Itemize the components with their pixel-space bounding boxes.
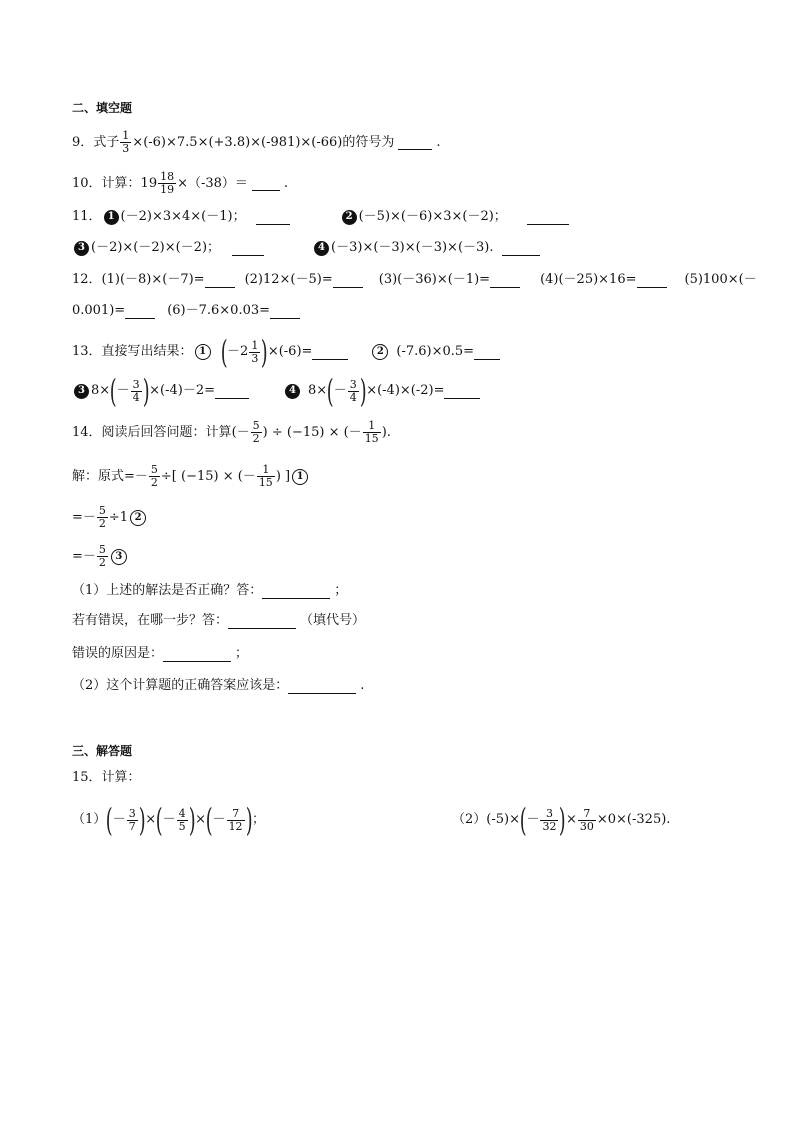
fraction: $\frac{18}{19}$	[160, 170, 175, 196]
answer-blank[interactable]	[215, 384, 249, 399]
circled-number: 2	[130, 510, 146, 526]
answer-blank[interactable]	[637, 273, 667, 288]
question-15: 15． 计算：	[72, 770, 141, 785]
circled-number: 3	[74, 241, 89, 256]
left-paren: (	[220, 333, 228, 371]
answer-blank[interactable]	[228, 614, 296, 629]
fraction: $\frac{3}{4}$	[132, 377, 140, 404]
answer-blank[interactable]	[398, 135, 432, 150]
fraction: $\frac{1}{3}$	[122, 129, 130, 155]
answer-blank[interactable]	[333, 273, 363, 288]
solution-step-3: =－ $\frac{5}{2}$ 3	[72, 544, 129, 569]
circled-number: 1	[104, 210, 119, 225]
fraction: $\frac{5}{2}$	[98, 543, 106, 569]
question-11-row-2: 3 (－2)×(－2)×(－2)； 4 (－3)×(－3)×(－3)×(－3).	[72, 238, 544, 258]
fraction: $\frac{7}{30}$	[579, 806, 594, 833]
answer-blank[interactable]	[474, 345, 500, 360]
left-paren: (	[327, 372, 334, 410]
answer-blank[interactable]	[205, 273, 235, 288]
question-15-part-2: （2）(-5)× ( － $\frac{3}{32}$ ) × $\frac{7}{30}$ ×0×(-325) .	[452, 801, 671, 839]
question-12-row-2: 0.001)= (6)－7.6×0.03=	[72, 301, 304, 321]
answer-blank[interactable]	[262, 584, 330, 599]
section-3-heading: 三、解答题	[72, 744, 133, 758]
sub-question-reason: 错误的原因是： ；	[72, 646, 249, 661]
circled-number: 2	[342, 210, 357, 225]
fraction: $\frac{3}{32}$	[542, 806, 557, 833]
answer-blank[interactable]	[444, 384, 480, 399]
question-9: 9． 式子 $\frac{1}{3}$ ×(-6)×7.5×(+3.8)×(-981)×(-66) 的符号为 .	[72, 129, 441, 155]
sub-question-1: （1）上述的解法是否正确？答： ；	[72, 583, 348, 598]
answer-blank[interactable]	[502, 241, 540, 256]
circled-number: 3	[74, 384, 89, 399]
question-13-row-2: 3 8× ( － $\frac{3}{4}$ ) ×(-4)－2= 4 8× ( － $\frac{3}{4}$ ) ×(-4)×(-2)=	[72, 376, 484, 406]
answer-blank[interactable]	[312, 345, 348, 360]
question-13-row-1: 13． 直接写出结果： 1 ( －2 $\frac{1}{3}$ ) ×(-6)= 2 (-7.6)×0.5=	[72, 337, 504, 367]
sub-question-2: （2）这个计算题的正确答案应该是： .	[72, 678, 365, 693]
fraction: $\frac{7}{12}$	[228, 806, 243, 833]
left-paren: (	[155, 801, 163, 839]
answer-blank[interactable]	[252, 176, 280, 191]
left-paren: (	[205, 801, 213, 839]
answer-blank[interactable]	[256, 210, 290, 225]
fraction: $\frac{5}{2}$	[150, 463, 158, 489]
circled-number: 2	[372, 344, 388, 360]
fraction: $\frac{3}{4}$	[349, 377, 357, 404]
solution-step-2: =－ $\frac{5}{2}$ ÷1 2	[72, 505, 148, 530]
left-paren: (	[519, 801, 527, 839]
question-14: 14． 阅读后回答问题：计算 (－ $\frac{5}{2}$ ) ÷ (−15) × (－ $\frac{1}{15}$ ).	[72, 419, 391, 445]
question-11-row-1: 11． 1 (－2)×3×4×(－1)； 2 (－5)×(－6)×3×(－2)；	[72, 207, 573, 227]
fraction: $\frac{1}{15}$	[258, 463, 273, 489]
answer-blank[interactable]	[125, 304, 155, 319]
right-paren: )	[142, 372, 150, 410]
sub-question-step: 若有错误，在哪一步？答： （填代号）	[72, 613, 366, 628]
right-paren: )	[559, 801, 567, 839]
circled-number: 1	[195, 344, 211, 360]
right-paren: )	[261, 333, 269, 371]
right-paren: )	[245, 801, 253, 839]
fraction: $\frac{4}{5}$	[178, 806, 186, 833]
circled-number: 1	[292, 469, 308, 485]
fraction: $\frac{1}{15}$	[364, 419, 379, 445]
answer-blank[interactable]	[288, 679, 356, 694]
answer-blank[interactable]	[527, 210, 569, 225]
circled-number: 3	[111, 549, 127, 565]
answer-blank[interactable]	[270, 304, 300, 319]
question-12-row-1: 12． (1)(－8)×(－7)= (2)12×(－5)= (3)(－36)×(－1)= (4)(－25)×16= (5)100×(－	[72, 272, 757, 287]
right-paren: )	[138, 801, 146, 839]
right-paren: )	[188, 801, 196, 839]
section-2-heading: 二、填空题	[72, 101, 133, 115]
fraction: $\frac{5}{2}$	[98, 504, 106, 530]
left-paren: (	[106, 801, 113, 839]
circled-number: 4	[314, 241, 329, 256]
question-10: 10． 计算：19 $\frac{18}{19}$ ×（-38）＝ .	[72, 170, 289, 196]
fraction: $\frac{1}{3}$	[251, 338, 259, 365]
answer-blank[interactable]	[163, 647, 231, 662]
fraction: $\frac{5}{2}$	[252, 419, 260, 445]
answer-blank[interactable]	[490, 273, 520, 288]
circled-number: 4	[285, 384, 300, 399]
question-15-part-1: （1） ( － $\frac{3}{7}$ ) × ( － $\frac{4}{5}$ ) × ( － $\frac{7}{12}$ ) ；	[72, 801, 266, 839]
left-paren: (	[109, 372, 117, 410]
right-paren: )	[359, 372, 367, 410]
solution-step-1: 解：原式=－ $\frac{5}{2}$ ÷[ (−15) × (－ $\frac{1}{15}$ ) ] 1	[72, 464, 310, 489]
fraction: $\frac{3}{7}$	[128, 806, 136, 833]
answer-blank[interactable]	[232, 241, 264, 256]
